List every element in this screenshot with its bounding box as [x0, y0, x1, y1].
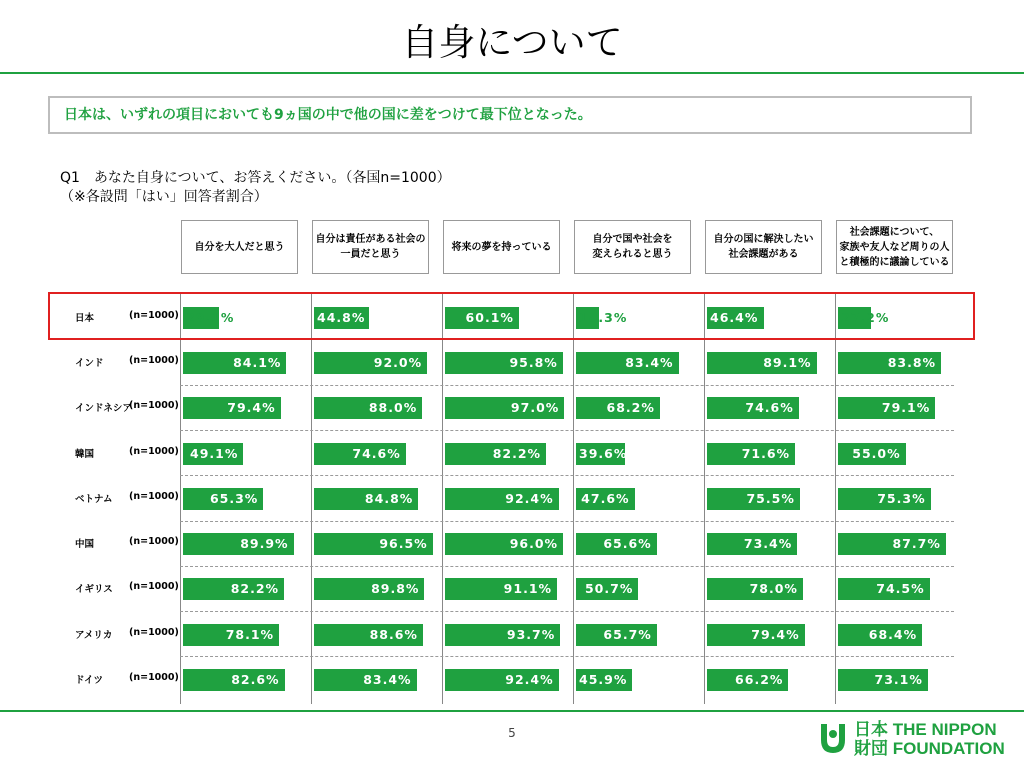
row-sample-size: (n=1000)	[129, 490, 179, 502]
bar-value-label: 68.4%	[868, 626, 918, 642]
row-sample-size: (n=1000)	[129, 400, 179, 412]
column-header-text: 自分を大人だと思う	[194, 241, 285, 253]
question-text	[60, 169, 451, 207]
column-header-2	[312, 220, 429, 274]
row-label-country: インドネシア	[75, 403, 132, 415]
bar-value-label: 39.6%	[579, 445, 628, 461]
column-header-5	[705, 220, 822, 274]
row-label-country: ドイツ	[75, 675, 104, 687]
bar-value-label: 79.4%	[751, 626, 800, 642]
page-number: 5	[508, 726, 516, 740]
bar-value-label: 78.1%	[225, 626, 275, 642]
row-sample-size: (n=1000)	[129, 309, 179, 321]
bar-value-label: 92.4%	[505, 490, 554, 506]
bar-value-label: 46.4%	[710, 309, 759, 325]
logo-line-2: 財団 FOUNDATION	[854, 739, 1005, 758]
column-header-text: 社会課題について、 家族や友人など周りの人 と積極的に議論している	[839, 226, 950, 268]
row-separator	[180, 611, 954, 612]
bar-value-label: 65.3%	[209, 490, 259, 506]
bar-value-label: 95.8%	[509, 354, 558, 370]
bar-value-label: 75.3%	[877, 490, 926, 506]
row-label-country: イギリス	[75, 584, 113, 596]
row-label-country: インド	[75, 357, 104, 369]
bottom-divider	[0, 710, 1024, 712]
row-separator	[180, 430, 954, 431]
row-separator	[180, 521, 954, 522]
bar-value-label: 29.1%	[186, 309, 235, 325]
bar-value-label: 65.7%	[603, 626, 652, 642]
bar-value-label: 83.4%	[363, 672, 412, 688]
column-separator	[180, 294, 181, 704]
bar-value-label: 84.8%	[364, 490, 414, 506]
bar-value-label: 74.6%	[352, 445, 401, 461]
column-separator	[573, 294, 574, 704]
bar-value-label: 68.2%	[606, 400, 655, 416]
bar-value-label: 88.6%	[369, 626, 418, 642]
bar-value-label: 79.1%	[881, 400, 931, 416]
column-separator	[311, 294, 312, 704]
foundation-logo-icon	[818, 720, 848, 758]
bar-value-label: 66.2%	[735, 672, 784, 688]
row-separator	[180, 656, 954, 657]
column-header-6	[836, 220, 953, 274]
column-separator	[835, 294, 836, 704]
bar-value-label: 91.1%	[503, 581, 553, 597]
bar-value-label: 83.4%	[625, 354, 674, 370]
bar-value-label: 65.6%	[603, 536, 652, 552]
bar-value-label: 55.0%	[852, 445, 901, 461]
bar-value-label: 89.8%	[371, 581, 420, 597]
row-label-country: 日本	[75, 312, 95, 324]
bar-value-label: 84.1%	[233, 354, 282, 370]
row-sample-size: (n=1000)	[129, 626, 179, 638]
bar-value-label: 74.6%	[745, 400, 794, 416]
bar-value-label: 74.5%	[876, 581, 925, 597]
row-label-country: アメリカ	[75, 629, 113, 641]
row-sample-size: (n=1000)	[129, 536, 179, 548]
row-separator	[180, 566, 954, 567]
bar-value-label: 82.2%	[492, 445, 542, 461]
column-header-1	[181, 220, 298, 274]
bar-value-label: 18.3%	[579, 309, 628, 325]
row-label-country: 中国	[75, 539, 95, 551]
column-header-text: 自分の国に解決したい 社会課題がある	[713, 234, 814, 260]
bar-value-label: 60.1%	[465, 309, 514, 325]
row-sample-size: (n=1000)	[129, 354, 179, 366]
bar-value-label: 73.4%	[743, 536, 793, 552]
bar-value-label: 82.2%	[230, 581, 280, 597]
bar-value-label: 89.9%	[240, 536, 289, 552]
row-label-country: 韓国	[75, 448, 95, 460]
column-header-text: 自分は責任がある社会の 一員だと思う	[315, 234, 426, 260]
bar-value-label: 88.0%	[368, 400, 418, 416]
column-separator	[442, 294, 443, 704]
row-sample-size: (n=1000)	[129, 445, 179, 457]
row-separator	[180, 475, 954, 476]
bar-value-label: 92.4%	[505, 672, 554, 688]
bar-value-label: 79.4%	[227, 400, 276, 416]
bar-value-label: 87.7%	[892, 536, 941, 552]
page-title: 自身について	[401, 21, 623, 64]
column-header-text: 自分で国や社会を 変えられると思う	[592, 234, 673, 260]
nippon-foundation-logo	[818, 720, 1018, 760]
bar-value-label: 96.0%	[509, 536, 559, 552]
question-line-1: Q1 あなた自身について、お答えください。（各国n=1000）	[60, 170, 451, 186]
headline-box: 日本は、いずれの項目においても9ヵ国の中で他の国に差をつけて最下位となった。	[48, 96, 972, 134]
row-sample-size: (n=1000)	[129, 581, 179, 593]
bar-value-label: 73.1%	[874, 672, 923, 688]
bar-value-label: 97.0%	[510, 400, 560, 416]
bar-value-label: 89.1%	[763, 354, 812, 370]
bar-value-label: 50.7%	[584, 581, 634, 597]
logo-line-1: 日本 THE NIPPON	[854, 720, 997, 739]
bar-value-label: 49.1%	[190, 445, 239, 461]
logo-text	[854, 720, 1005, 758]
bar-value-label: 45.9%	[579, 672, 628, 688]
question-line-2: （※各設問「はい」回答者割合）	[60, 189, 268, 205]
row-separator	[180, 385, 954, 386]
column-separator	[704, 294, 705, 704]
bar-value-label: 93.7%	[506, 626, 556, 642]
bar-value-label: 96.5%	[379, 536, 428, 552]
bar-value-label: 82.6%	[231, 672, 280, 688]
top-divider	[0, 72, 1024, 74]
japan-highlight-frame	[48, 292, 975, 340]
bar-value-label: 92.0%	[373, 354, 423, 370]
bar-value-label: 75.5%	[746, 490, 795, 506]
bar-value-label: 27.2%	[841, 309, 890, 325]
column-header-3	[443, 220, 560, 274]
bar-value-label: 47.6%	[581, 490, 630, 506]
bar-value-label: 78.0%	[749, 581, 798, 597]
column-header-4	[574, 220, 691, 274]
row-sample-size: (n=1000)	[129, 672, 179, 684]
bar-value-label: 71.6%	[741, 445, 791, 461]
bar-value-label: 44.8%	[317, 309, 366, 325]
column-header-text: 将来の夢を持っている	[451, 241, 552, 253]
row-label-country: ベトナム	[75, 493, 113, 505]
bar-value-label: 83.8%	[887, 354, 937, 370]
